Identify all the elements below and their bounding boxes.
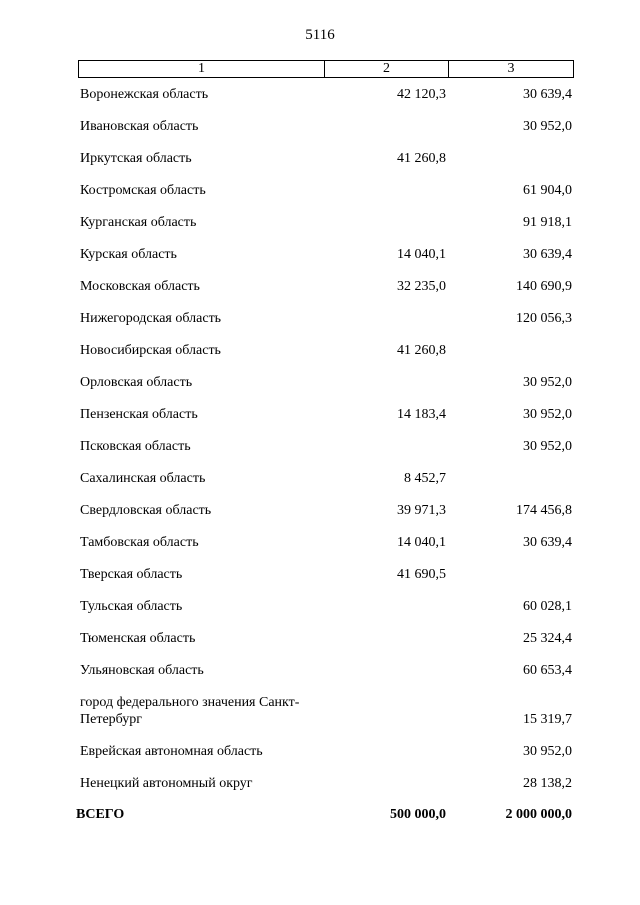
region-name: Тульская область (80, 599, 183, 614)
value-col3: 15 319,7 (523, 712, 572, 727)
region-name: Курская область (80, 247, 177, 262)
value-col3: 60 028,1 (523, 599, 572, 614)
region-name: Иркутская область (80, 151, 192, 166)
region-name: Новосибирская область (80, 343, 221, 358)
region-name: Тамбовская область (80, 535, 199, 550)
region-name: Псковская область (80, 439, 191, 454)
region-name: Еврейская автономная область (80, 744, 263, 759)
region-name: Воронежская область (80, 87, 209, 102)
page-number: 5116 (305, 27, 335, 43)
value-col3: 174 456,8 (516, 503, 572, 518)
column-header-1: 1 (79, 61, 325, 77)
value-col3: 30 639,4 (523, 87, 572, 102)
region-name: Ивановская область (80, 119, 199, 134)
value-col2: 41 260,8 (397, 151, 446, 166)
value-col2: 41 260,8 (397, 343, 446, 358)
value-col2: 8 452,7 (404, 471, 446, 486)
value-col2: 14 040,1 (397, 247, 446, 262)
region-name: Ульяновская область (80, 663, 204, 678)
value-col3: 140 690,9 (516, 279, 572, 294)
value-col3: 30 952,0 (523, 407, 572, 422)
region-name: Костромская область (80, 183, 206, 198)
total-col3: 2 000 000,0 (505, 807, 572, 822)
region-name: Московская область (80, 279, 200, 294)
region-name: Сахалинская область (80, 471, 206, 486)
value-col3: 60 653,4 (523, 663, 572, 678)
region-name: город федерального значения Санкт-Петербург (80, 695, 300, 727)
table-header (78, 60, 574, 78)
region-name: Свердловская область (80, 503, 212, 518)
region-name: Тверская область (80, 567, 183, 582)
value-col3: 28 138,2 (523, 776, 572, 791)
value-col3: 30 952,0 (523, 744, 572, 759)
column-header-2: 2 (325, 61, 449, 77)
region-name: Тюменская область (80, 631, 196, 646)
value-col2: 32 235,0 (397, 279, 446, 294)
value-col3: 30 952,0 (523, 375, 572, 390)
value-col3: 61 904,0 (523, 183, 572, 198)
value-col3: 91 918,1 (523, 215, 572, 230)
value-col3: 25 324,4 (523, 631, 572, 646)
value-col3: 30 952,0 (523, 119, 572, 134)
value-col2: 42 120,3 (397, 87, 446, 102)
region-name: Нижегородская область (80, 311, 222, 326)
value-col3: 30 952,0 (523, 439, 572, 454)
column-header-3: 3 (507, 61, 515, 76)
region-name: Курганская область (80, 215, 197, 230)
region-name: Ненецкий автономный округ (80, 776, 253, 791)
value-col3: 30 639,4 (523, 535, 572, 550)
value-col3: 30 639,4 (523, 247, 572, 262)
value-col2: 41 690,5 (397, 567, 446, 582)
value-col2: 14 183,4 (397, 407, 446, 422)
total-col2: 500 000,0 (390, 807, 446, 822)
region-name: Пензенская область (80, 407, 198, 422)
region-name: Орловская область (80, 375, 193, 390)
total-label: ВСЕГО (76, 807, 125, 822)
value-col3: 120 056,3 (516, 311, 572, 326)
value-col2: 39 971,3 (397, 503, 446, 518)
value-col2: 14 040,1 (397, 535, 446, 550)
